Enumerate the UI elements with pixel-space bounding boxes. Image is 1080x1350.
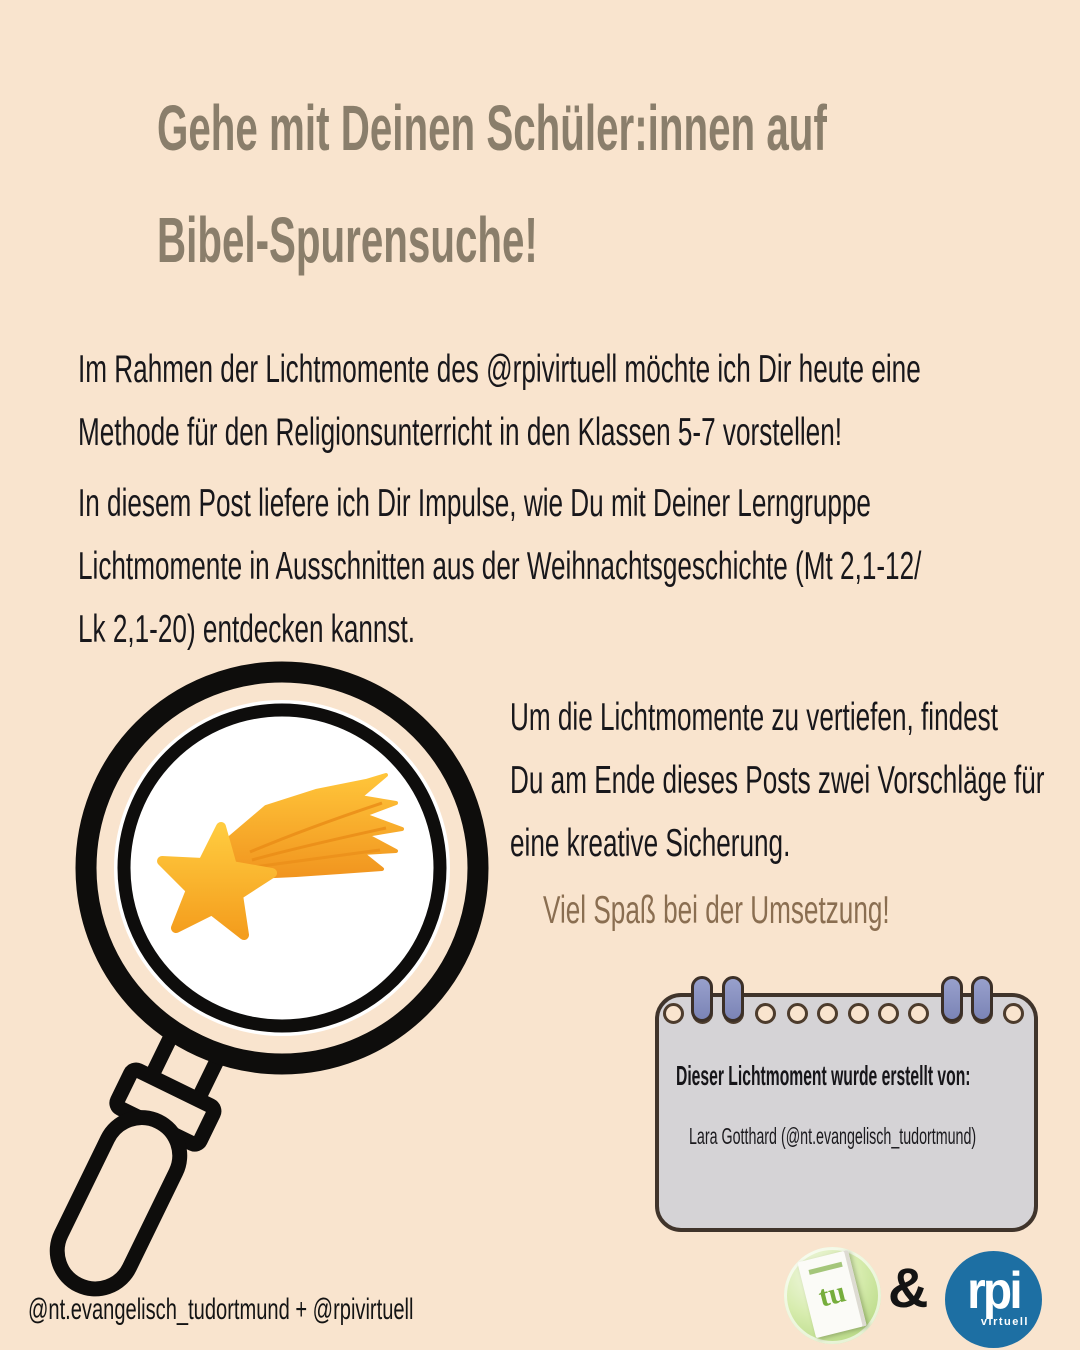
- impulse-line: Lk 2,1-20) entdecken kannst.: [78, 608, 415, 651]
- notepad-hole: [755, 1003, 776, 1024]
- title-line: Gehe mit Deinen Schüler:innen auf: [157, 92, 827, 164]
- tu-book-title-line: [808, 1262, 843, 1275]
- magnifier-icon: [30, 645, 530, 1345]
- deepen-line: eine kreative Sicherung.: [510, 822, 791, 865]
- footer-handles: @nt.evangelisch_tudortmund + @rpivirtuell: [28, 1293, 414, 1326]
- notepad-hole: [1003, 1003, 1024, 1024]
- binder-ring-icon: [722, 976, 744, 1022]
- magnifier-handle: [44, 1105, 192, 1302]
- fun-line: Viel Spaß bei der Umsetzung!: [543, 889, 890, 932]
- credit-notepad: [655, 976, 1038, 1232]
- intro-line: Methode für den Religionsunterricht in den Klassen 5-7 vorstellen!: [78, 411, 843, 454]
- deepen-line: Du am Ende dieses Posts zwei Vorschläge für: [510, 759, 1045, 802]
- notepad-hole: [908, 1003, 929, 1024]
- title-line: Bibel-Spurensuche!: [157, 204, 538, 276]
- binder-ring-icon: [691, 976, 713, 1022]
- impulse-line: In diesem Post liefere ich Dir Impulse, wie Du mit Deiner Lerngruppe: [78, 482, 871, 525]
- impulse-paragraph: [78, 472, 921, 661]
- rpi-logo-sub-label: virtuell: [980, 1316, 1029, 1328]
- credit-heading: Dieser Lichtmoment wurde erstellt von:: [676, 1060, 971, 1091]
- magnifier-with-shooting-star-icon: [30, 645, 530, 1345]
- binder-ring-icon: [971, 976, 993, 1022]
- ampersand: &: [888, 1256, 929, 1319]
- notepad-card: [655, 993, 1038, 1232]
- intro-line: Im Rahmen der Lichtmomente des @rpivirtuell möchte ich Dir heute eine: [78, 348, 921, 391]
- notepad-hole: [787, 1003, 808, 1024]
- notepad-hole: [663, 1003, 684, 1024]
- deepen-line: Um die Lichtmomente zu vertiefen, findest: [510, 696, 998, 739]
- impulse-line: Lichtmomente in Ausschnitten aus der Weihnachtsgeschichte (Mt 2,1-12/: [78, 545, 922, 588]
- rpi-logo-label: rpi: [967, 1262, 1020, 1320]
- credit-name: Lara Gotthard (@nt.evangelisch_tudortmund): [689, 1123, 977, 1149]
- notepad-hole: [878, 1003, 899, 1024]
- tu-dortmund-logo: [784, 1247, 881, 1344]
- tu-book-icon: [797, 1250, 866, 1338]
- notepad-hole: [817, 1003, 838, 1024]
- binder-ring-icon: [941, 976, 963, 1022]
- page-title: [157, 72, 827, 296]
- tu-logo-label: tu: [815, 1275, 850, 1314]
- intro-paragraph: [78, 338, 921, 464]
- rpi-virtuell-logo: [945, 1251, 1042, 1348]
- deepen-paragraph: [510, 686, 1044, 875]
- notepad-hole: [848, 1003, 869, 1024]
